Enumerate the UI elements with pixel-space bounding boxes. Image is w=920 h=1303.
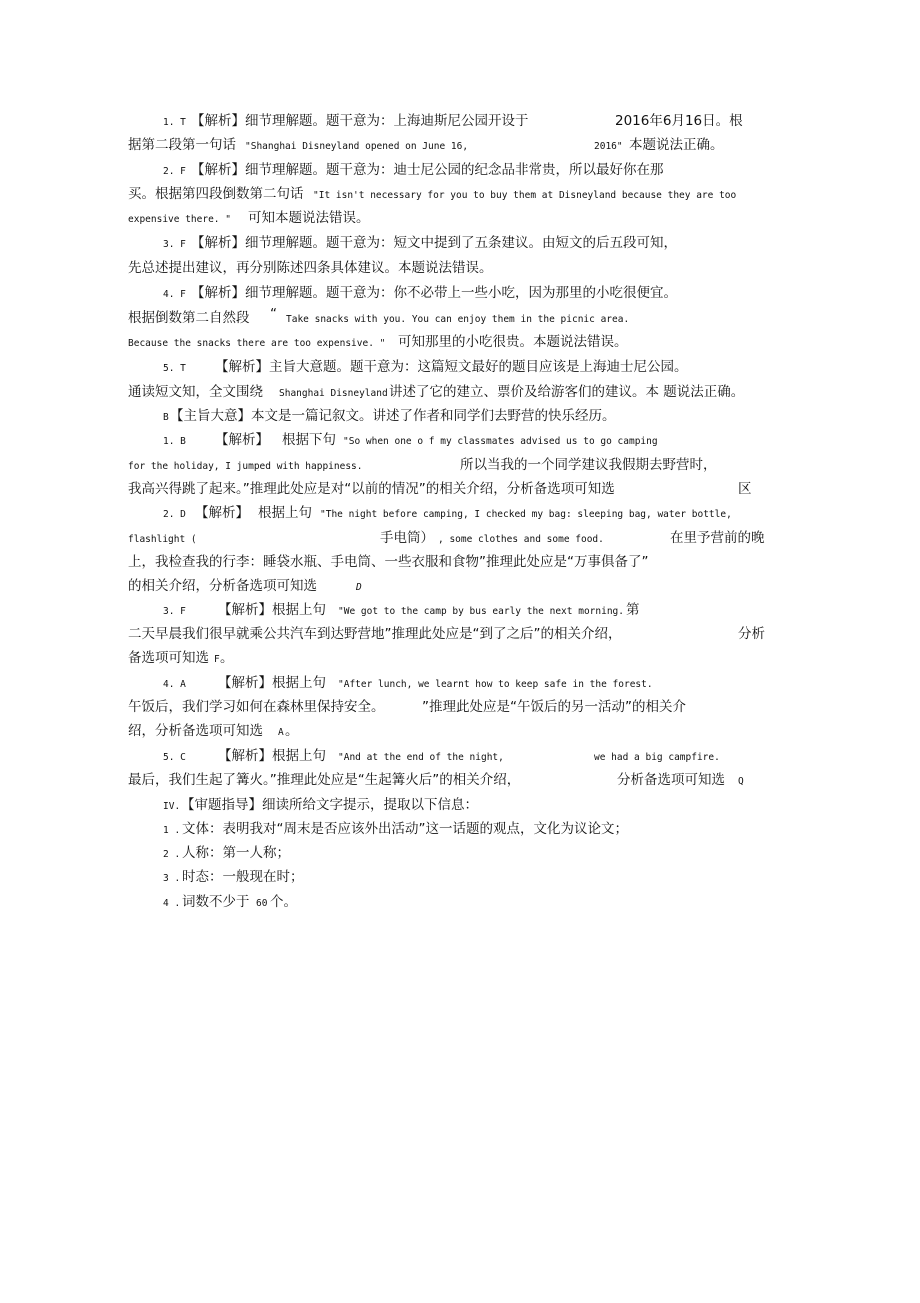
analysis-text: 讲述了它的建立、票价及给游客们的建议。本 题说法正确。 xyxy=(389,384,745,400)
list-item: 时态：一般现在时； xyxy=(182,869,304,885)
analysis-text: 备选项可知选 xyxy=(128,650,209,666)
english-quote: "It isn't necessary for you to buy them at Disneyland because they are too xyxy=(313,190,737,201)
item-number: 3. F xyxy=(163,606,186,617)
analysis-text: 【解析】细节理解题。题干意为：迪士尼公园的纪念品非常贵，所以最好你在那 xyxy=(191,162,664,178)
answer-letter: Q xyxy=(738,776,744,787)
english-quote: "The night before camping, I checked my bag: sleeping bag, water bottle, xyxy=(320,509,732,520)
item-number: 4. A xyxy=(163,679,186,690)
english-quote: Take snacks with you. You can enjoy them in the picnic area. xyxy=(286,314,630,325)
english-quote: "And at the end of the night, xyxy=(338,752,504,763)
analysis-text: 【解析】根据上句 xyxy=(218,675,326,691)
analysis-text: 【解析】细节理解题。题干意为：短文中提到了五条建议。由短文的后五段可知， xyxy=(191,235,677,251)
analysis-text: 可知那里的小吃很贵。本题说法错误。 xyxy=(398,334,628,350)
analysis-text: 本题说法正确。 xyxy=(629,137,724,153)
analysis-text: 所以当我的一个同学建议我假期去野营时， xyxy=(460,457,717,473)
section-summary: 【主旨大意】本文是一篇记叙文。讲述了作者和同学们去野营的快乐经历。 xyxy=(170,408,616,424)
analysis-text: 据第二段第一句话 xyxy=(128,137,236,153)
analysis-text: 在里予营前的晚 xyxy=(670,530,765,546)
item-number: 2. D xyxy=(163,509,186,520)
list-item: 人称：第一人称； xyxy=(182,845,290,861)
word-count: 60 xyxy=(256,898,268,909)
quote-mark: “ xyxy=(270,306,277,322)
analysis-label: 【解析】 xyxy=(195,505,249,521)
analysis-text: 先总述提出建议，再分别陈述四条具体建议。本题说法错误。 xyxy=(128,260,493,276)
analysis-text: 上，我检查我的行李：睡袋水瓶、手电筒、一些衣服和食物”推理此处应是“万事俱备了” xyxy=(128,554,649,570)
analysis-text: 分析 xyxy=(738,626,765,642)
analysis-text: 。 xyxy=(220,650,234,666)
analysis-text: 二天早晨我们很早就乘公共汽车到达野营地”推理此处应是“到了之后”的相关介绍， xyxy=(128,626,622,642)
item-number: 3. F xyxy=(163,239,186,250)
english-quote: Shanghai Disneyland xyxy=(279,388,388,399)
item-number: 1. T xyxy=(163,117,186,128)
analysis-text: 通读短文知，全文围绕 xyxy=(128,384,263,400)
list-item: 个。 xyxy=(270,894,297,910)
analysis-label: 【解析】 xyxy=(215,432,269,448)
analysis-text: 午饭后，我们学习如何在森林里保持安全。 xyxy=(128,699,385,715)
english-quote: "We got to the camp by bus early the next morning. xyxy=(338,606,624,617)
analysis-text: 2016年6月16日。根 xyxy=(615,113,743,129)
analysis-text: 可知本题说法错误。 xyxy=(248,210,370,226)
answer-letter: F xyxy=(214,654,220,665)
list-number: 2 . xyxy=(163,849,181,860)
analysis-text: ”推理此处应是“午饭后的另一活动”的相关介 xyxy=(422,699,686,715)
analysis-text: 第 xyxy=(626,602,640,618)
answer-letter: D xyxy=(356,582,362,593)
item-number: 4. F xyxy=(163,289,186,300)
item-number: 2. F xyxy=(163,166,186,177)
english-quote: "So when one o f my classmates advised us to go camping xyxy=(343,436,658,447)
analysis-text: 根据倒数第二自然段 xyxy=(128,310,250,326)
analysis-text: 。 xyxy=(285,723,299,739)
english-quote: Because the snacks there are too expensive. " xyxy=(128,338,386,349)
analysis-text: 买。根据第四段倒数第二句话 xyxy=(128,186,304,202)
english-quote: expensive there. " xyxy=(128,214,231,225)
item-number: 1. B xyxy=(163,436,186,447)
list-number: 1 . xyxy=(163,825,181,836)
analysis-text: 根据下句 xyxy=(282,432,336,448)
analysis-text: 最后，我们生起了篝火。”推理此处应是“生起篝火后”的相关介绍， xyxy=(128,772,521,788)
section-letter: B xyxy=(163,412,169,423)
analysis-text: 【解析】细节理解题。题干意为：你不必带上一些小吃，因为那里的小吃很便宜。 xyxy=(191,285,677,301)
analysis-text: 根据上句 xyxy=(258,505,312,521)
analysis-text: 的相关介绍，分析备选项可知选 xyxy=(128,578,317,594)
list-item: 文体：表明我对“周末是否应该外出活动”这一话题的观点，文化为议论文； xyxy=(182,821,628,837)
section-heading: 【审题指导】细读所给文字提示，提取以下信息： xyxy=(181,797,478,813)
english-quote: "After lunch, we learnt how to keep safe in the forest. xyxy=(338,679,653,690)
english-quote: "Shanghai Disneyland opened on June 16, xyxy=(245,141,469,152)
english-quote: for the holiday, I jumped with happiness. xyxy=(128,461,363,472)
analysis-text: 【解析】细节理解题。题干意为：上海迪斯尼公园开设于 xyxy=(191,113,529,129)
analysis-text: 我高兴得跳了起来。”推理此处应是对“以前的情况”的相关介绍，分析备选项可知选 xyxy=(128,481,615,497)
list-number: 3 . xyxy=(163,873,181,884)
analysis-text: 手电筒） xyxy=(380,530,434,546)
section-number: IV. xyxy=(163,801,181,812)
analysis-text: 【解析】根据上句 xyxy=(218,602,326,618)
english-quote: we had a big campfire. xyxy=(594,752,720,763)
item-number: 5. T xyxy=(163,363,186,374)
list-number: 4 . xyxy=(163,898,181,909)
english-quote: 2016" xyxy=(594,141,623,152)
list-item: 词数不少于 xyxy=(182,894,250,910)
english-quote: , some clothes and some food. xyxy=(438,534,604,545)
analysis-text: 【解析】主旨大意题。题干意为：这篇短文最好的题目应该是上海迪士尼公园。 xyxy=(215,359,688,375)
analysis-text: 绍，分析备选项可知选 xyxy=(128,723,263,739)
english-quote: flashlight ( xyxy=(128,534,197,545)
answer-letter: 区 xyxy=(738,481,752,497)
answer-letter: A xyxy=(278,727,284,738)
analysis-text: 【解析】根据上句 xyxy=(218,748,326,764)
item-number: 5. C xyxy=(163,752,186,763)
analysis-text: 分析备选项可知选 xyxy=(617,772,725,788)
